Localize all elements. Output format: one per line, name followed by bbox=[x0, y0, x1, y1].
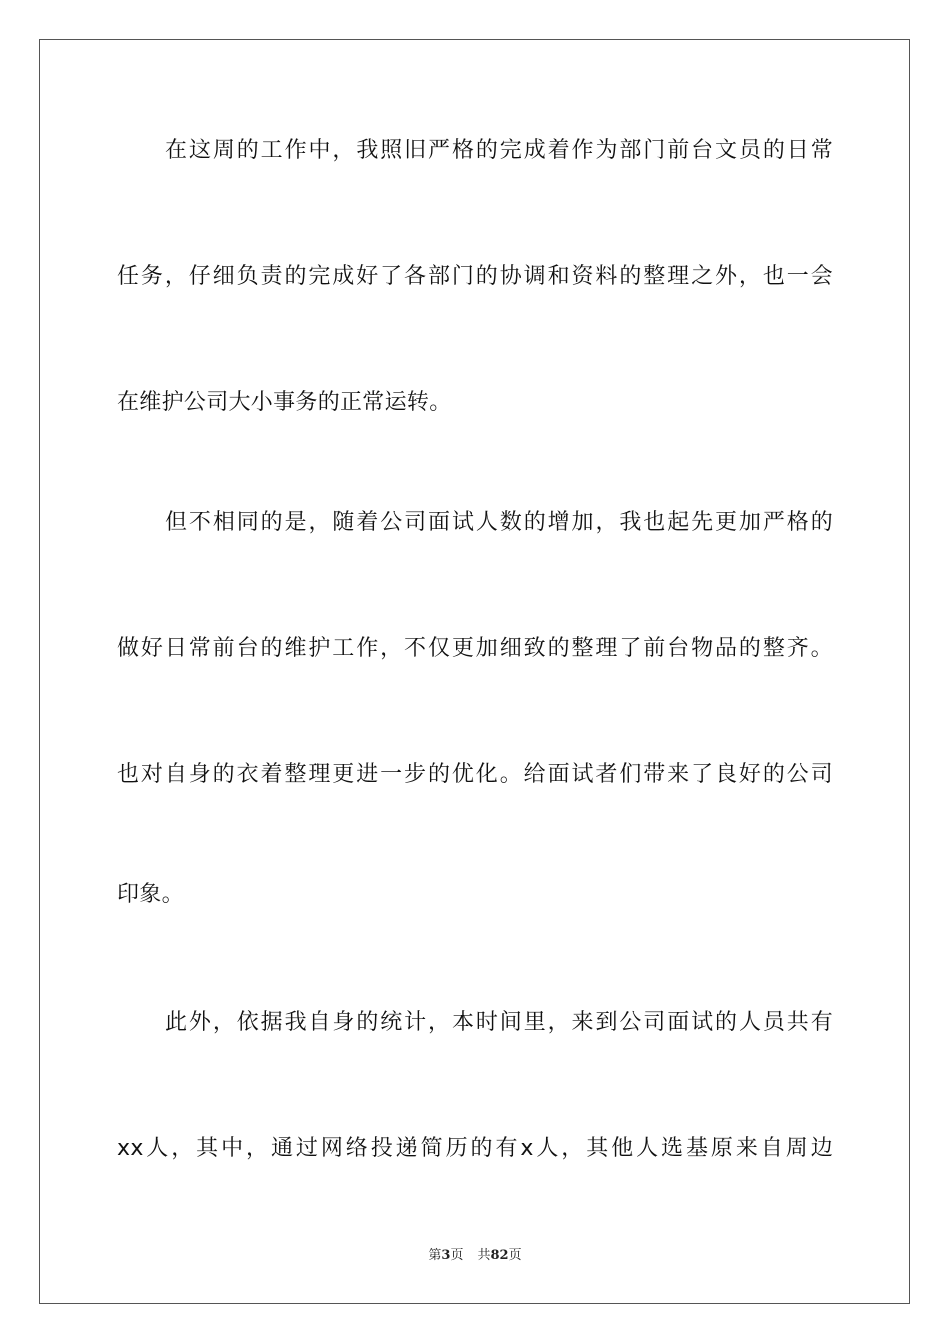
total-pages: 82 bbox=[490, 1248, 509, 1263]
paragraph-1-line-1: 在这周的工作中，我照旧严格的完成着作为部门前台文员的日常 bbox=[165, 138, 833, 163]
paragraph-2-line-1: 但不相同的是，随着公司面试人数的增加，我也起先更加严格的 bbox=[165, 510, 833, 535]
page-number: 3 bbox=[441, 1248, 451, 1263]
paragraph-2-line-4: 印象。 bbox=[117, 882, 184, 907]
paragraph-3-line-2: xx人，其中，通过网络投递简历的有x人，其他人选基原来自周边 bbox=[117, 1136, 833, 1161]
total-suffix: 页 bbox=[508, 1248, 522, 1263]
paragraph-3-line-1: 此外，依据我自身的统计，本时间里，来到公司面试的人员共有 bbox=[165, 1010, 833, 1035]
paragraph-1-line-3: 在维护公司大小事务的正常运转。 bbox=[117, 390, 452, 415]
page-footer bbox=[0, 1247, 950, 1265]
page-prefix: 第 bbox=[428, 1248, 442, 1263]
paragraph-2-line-3: 也对自身的衣着整理更进一步的优化。给面试者们带来了良好的公司 bbox=[117, 762, 833, 787]
page-suffix: 页 bbox=[450, 1248, 464, 1263]
paragraph-1-line-2: 任务，仔细负责的完成好了各部门的协调和资料的整理之外，也一会 bbox=[117, 264, 833, 289]
paragraph-2-line-2: 做好日常前台的维护工作，不仅更加细致的整理了前台物品的整齐。 bbox=[117, 636, 833, 661]
total-prefix: 共 bbox=[477, 1248, 491, 1263]
page-frame bbox=[39, 39, 910, 1304]
